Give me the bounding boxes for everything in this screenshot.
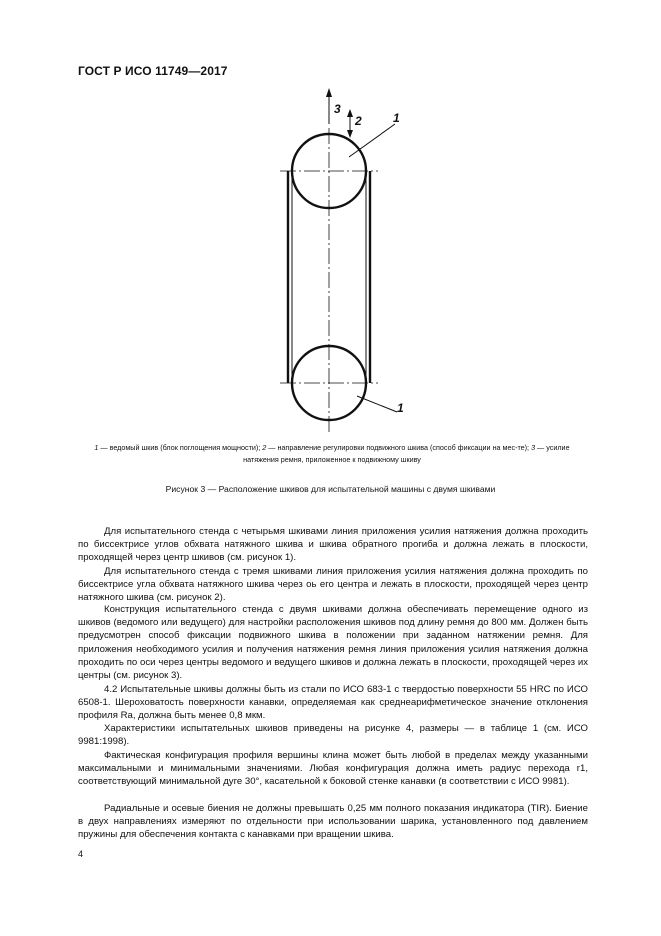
pulley-figure <box>0 0 661 440</box>
leader-top <box>349 124 395 157</box>
paragraph-profile: Фактическая конфигурация профиля вершины клина может быть любой в пределах между указанными максимальными и минимальными значениями. Любая конфигурация должна иметь радиус перехода r1, соответствующий минимальной дуге 30°, касательной к боковой стенке канавки (в соответствии с ИСО 9981). <box>78 750 588 788</box>
page-number: 4 <box>78 849 84 859</box>
label-3: 3 <box>334 102 341 116</box>
figure-title: Рисунок 3 — Расположение шкивов для испытательной машины с двумя шкивами <box>165 484 496 494</box>
leader-bottom <box>357 396 397 412</box>
label-1-top: 1 <box>393 111 400 125</box>
label-2: 2 <box>355 114 362 128</box>
paragraph-two-pulley: Конструкция испытательного стенда с двумя шкивами должна обеспечивать перемещение одного из шкивов (ведомого или ведущего) для настройки расположения шкивов под длину ремня до 800 мм. Должен быть предусмотрен способ фиксации подвижного шкива в положении при заданном натяжении ремня. Для приложения необходимого усилия и получения натяжения ремня линия приложения усилия натяжения должна проходить по оси через центры ведомого и ведущего шкивов и должна лежать в плоскости, проходящей через их центры (см. рисунок 3). <box>78 604 588 682</box>
figure-legend: 1 — ведомый шкив (блок поглощения мощности); 2 — направление регулировки подвижного шкива (способ фиксации на мес-те); 3 — усилие натяжения ремня, приложенное к подвижному шкиву <box>94 443 570 464</box>
paragraph-four-pulley: Для испытательного стенда с четырьмя шкивами линия приложения усилия натяжения должна проходить по биссектрисе углов обхвата натяжного шкива и шкива обратного прогиба и должна лежать в плоскости, проходящей через центр шкивов (см. рисунок 1). <box>78 526 588 564</box>
paragraph-4-2: 4.2 Испытательные шкивы должны быть из стали по ИСО 683-1 с твердостью поверхности 55 HRC по ИСО 6508-1. Шероховатость поверхности канавки, определяемая как среднеарифметическое значение отклонения профиля Ra, должна быть менее 0,8 мкм. <box>78 684 588 722</box>
paragraph-characteristics: Характеристики испытательных шкивов приведены на рисунке 4, размеры — в таблице 1 (см. ИСО 9981:1998). <box>78 723 588 748</box>
paragraph-three-pulley: Для испытательного стенда с тремя шкивами линия приложения усилия натяжения должна проходить по биссектрисе угла обхвата натяжного шкива через оь его центра и лежать в плоскости, проходящей через центр натяжного шкива (см. рисунок 2). <box>78 566 588 604</box>
paragraph-runout: Радиальные и осевые биения не должны превышать 0,25 мм полного показания индикатора (TIR). Биение в двух направлениях измеряют по отдельности при использовании шарика, установленного под давлением пружины для обеспечения контакта с канавками при вращении шкива. <box>78 803 588 841</box>
document-header: ГОСТ Р ИСО 11749—2017 <box>78 64 228 78</box>
label-1-bottom: 1 <box>397 401 404 415</box>
